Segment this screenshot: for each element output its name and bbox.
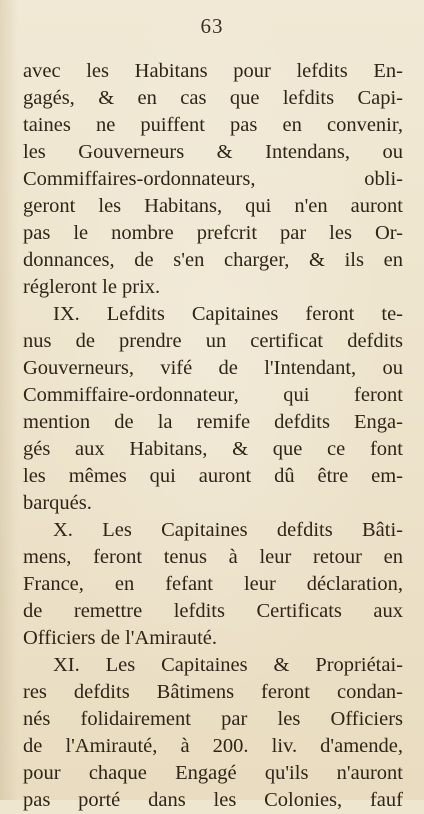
text-line: geront les Habitans, qui n'en auront [23, 195, 403, 217]
text-line: avec les Habitans pour lefdits En- [23, 60, 403, 82]
text-line: pas porté dans les Colonies, fauf [23, 789, 403, 811]
text-line: France, en fefant leur déclaration, [23, 573, 403, 595]
text-line: pas le nombre prefcrit par les Or- [23, 222, 403, 244]
text-line: nés folidairement par les Officiers [23, 708, 403, 730]
text-line: Gouverneurs, vifé de l'Intendant, ou [23, 357, 403, 379]
text-line: IX. Lefdits Capitaines feront te- [53, 303, 403, 325]
text-line: pour chaque Engagé qu'ils n'auront [23, 762, 403, 784]
text-line: gagés, & en cas que lefdits Capi- [23, 87, 403, 109]
text-line: Commiffaire-ordonnateur, qui feront [23, 384, 403, 406]
text-line: mention de la remife defdits Enga- [23, 411, 403, 433]
text-line: Commiffaires-ordonnateurs, obli- [23, 168, 403, 190]
text-line: res defdits Bâtimens feront condan- [23, 681, 403, 703]
text-line: donnances, de s'en charger, & ils en [23, 249, 403, 271]
page-text [23, 58, 403, 814]
text-line: de l'Amirauté, à 200. liv. d'amende, [23, 735, 403, 757]
text-line: barqués. [23, 492, 92, 514]
text-line: nus de prendre un certificat defdits [23, 330, 403, 352]
text-line: de remettre lefdits Certificats aux [23, 600, 403, 622]
text-line: régleront le prix. [23, 276, 161, 298]
text-line: les mêmes qui auront dû être em- [23, 465, 403, 487]
text-line: XI. Les Capitaines & Propriétai- [53, 654, 403, 676]
text-line: Officiers de l'Amirauté. [23, 627, 218, 649]
text-line: gés aux Habitans, & que ce font [23, 438, 403, 460]
text-line: taines ne puiffent pas en convenir, [23, 114, 403, 136]
text-line: les Gouverneurs & Intendans, ou [23, 141, 403, 163]
page-number: 63 [200, 14, 224, 38]
text-line: mens, feront tenus à leur retour en [23, 546, 403, 568]
text-line: X. Les Capitaines defdits Bâti- [53, 519, 403, 541]
